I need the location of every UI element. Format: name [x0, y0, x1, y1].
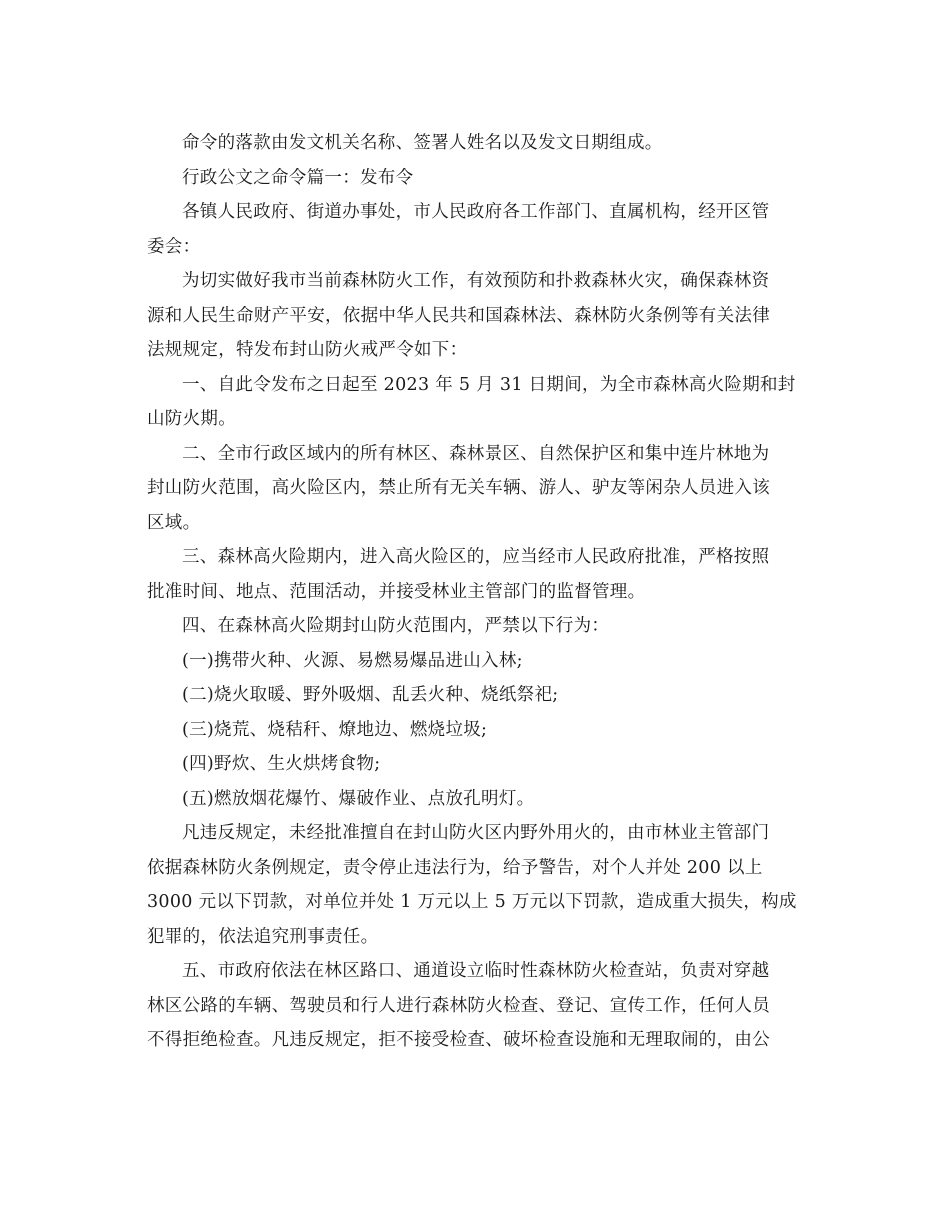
paragraph: [147, 747, 827, 782]
paragraph: [147, 954, 827, 1058]
text-line: 委会：: [147, 236, 201, 257]
text-line: (三)烧荒、烧秸秆、燎地边、燃烧垃圾;: [182, 719, 488, 740]
text-line: 区域。: [147, 512, 201, 533]
text-line: 3000 元以下罚款，对单位并处 1 万元以上 5 万元以下罚款，造成重大损失，构成: [147, 892, 797, 912]
paragraph: [147, 161, 827, 196]
paragraph: [147, 713, 827, 748]
text-line: 林区公路的车辆、驾驶员和行人进行森林防火检查、登记、宣传工作，任何人员: [147, 995, 770, 1016]
paragraph: [147, 644, 827, 679]
text-line: 五、市政府依法在林区路口、通道设立临时性森林防火检查站，负责对穿越: [182, 961, 770, 981]
text-line: 三、森林高火险期内，进入高火险区的，应当经市人民政府批准，严格按照: [182, 547, 770, 567]
paragraph: [147, 437, 827, 541]
paragraph: [147, 678, 827, 713]
text-line: 法规规定，特发布封山防火戒严令如下：: [147, 340, 468, 360]
text-line: 山防火期。: [147, 409, 236, 429]
text-line: 一、自此令发布之日起至 2023 年 5 月 31 日期间，为全市森林高火险期和封: [182, 374, 796, 395]
text-line: 为切实做好我市当前森林防火工作，有效预防和扑救森林火灾，确保森林资: [182, 271, 770, 291]
document-body: [147, 126, 827, 1058]
text-line: 犯罪的，依法追究刑事责任。: [147, 926, 379, 947]
text-line: (五)燃放烟花爆竹、爆破作业、点放孔明灯。: [182, 788, 535, 809]
text-line: (二)烧火取暖、野外吸烟、乱丢火种、烧纸祭祀;: [182, 685, 559, 705]
paragraph: [147, 126, 827, 161]
text-line: 封山防火范围，高火险区内，禁止所有无关车辆、游人、驴友等闲杂人员进入该: [147, 478, 770, 498]
paragraph: [147, 782, 827, 817]
text-line: 凡违反规定，未经批准擅自在封山防火区内野外用火的，由市林业主管部门: [182, 823, 770, 843]
text-line: (四)野炊、生火烘烤食物;: [182, 754, 381, 774]
paragraph: [147, 540, 827, 609]
text-line: 不得拒绝检查。凡违反规定，拒不接受检查、破坏检查设施和无理取闹的，由公: [147, 1030, 770, 1050]
text-line: 批准时间、地点、范围活动，并接受林业主管部门的监督管理。: [147, 581, 646, 602]
paragraph: [147, 609, 827, 644]
paragraph: [147, 264, 827, 368]
paragraph: [147, 816, 827, 954]
text-line: 依据森林防火条例规定，责令停止违法行为，给予警告，对个人并处 200 以上: [147, 857, 763, 878]
paragraph: [147, 195, 827, 264]
paragraph: [147, 368, 827, 437]
text-line: 四、在森林高火险期封山防火范围内，严禁以下行为：: [182, 616, 610, 636]
text-line: 行政公文之命令篇一：发布令: [182, 167, 414, 188]
text-line: 二、全市行政区域内的所有林区、森林景区、自然保护区和集中连片林地为: [182, 443, 770, 464]
text-line: 命令的落款由发文机关名称、签署人姓名以及发文日期组成。: [182, 133, 663, 153]
text-line: 源和人民生命财产平安，依据中华人民共和国森林法、森林防火条例等有关法律: [147, 305, 770, 326]
text-line: 各镇人民政府、街道办事处，市人民政府各工作部门、直属机构，经开区管: [182, 202, 770, 222]
text-line: (一)携带火种、火源、易燃易爆品进山入林;: [182, 650, 523, 671]
